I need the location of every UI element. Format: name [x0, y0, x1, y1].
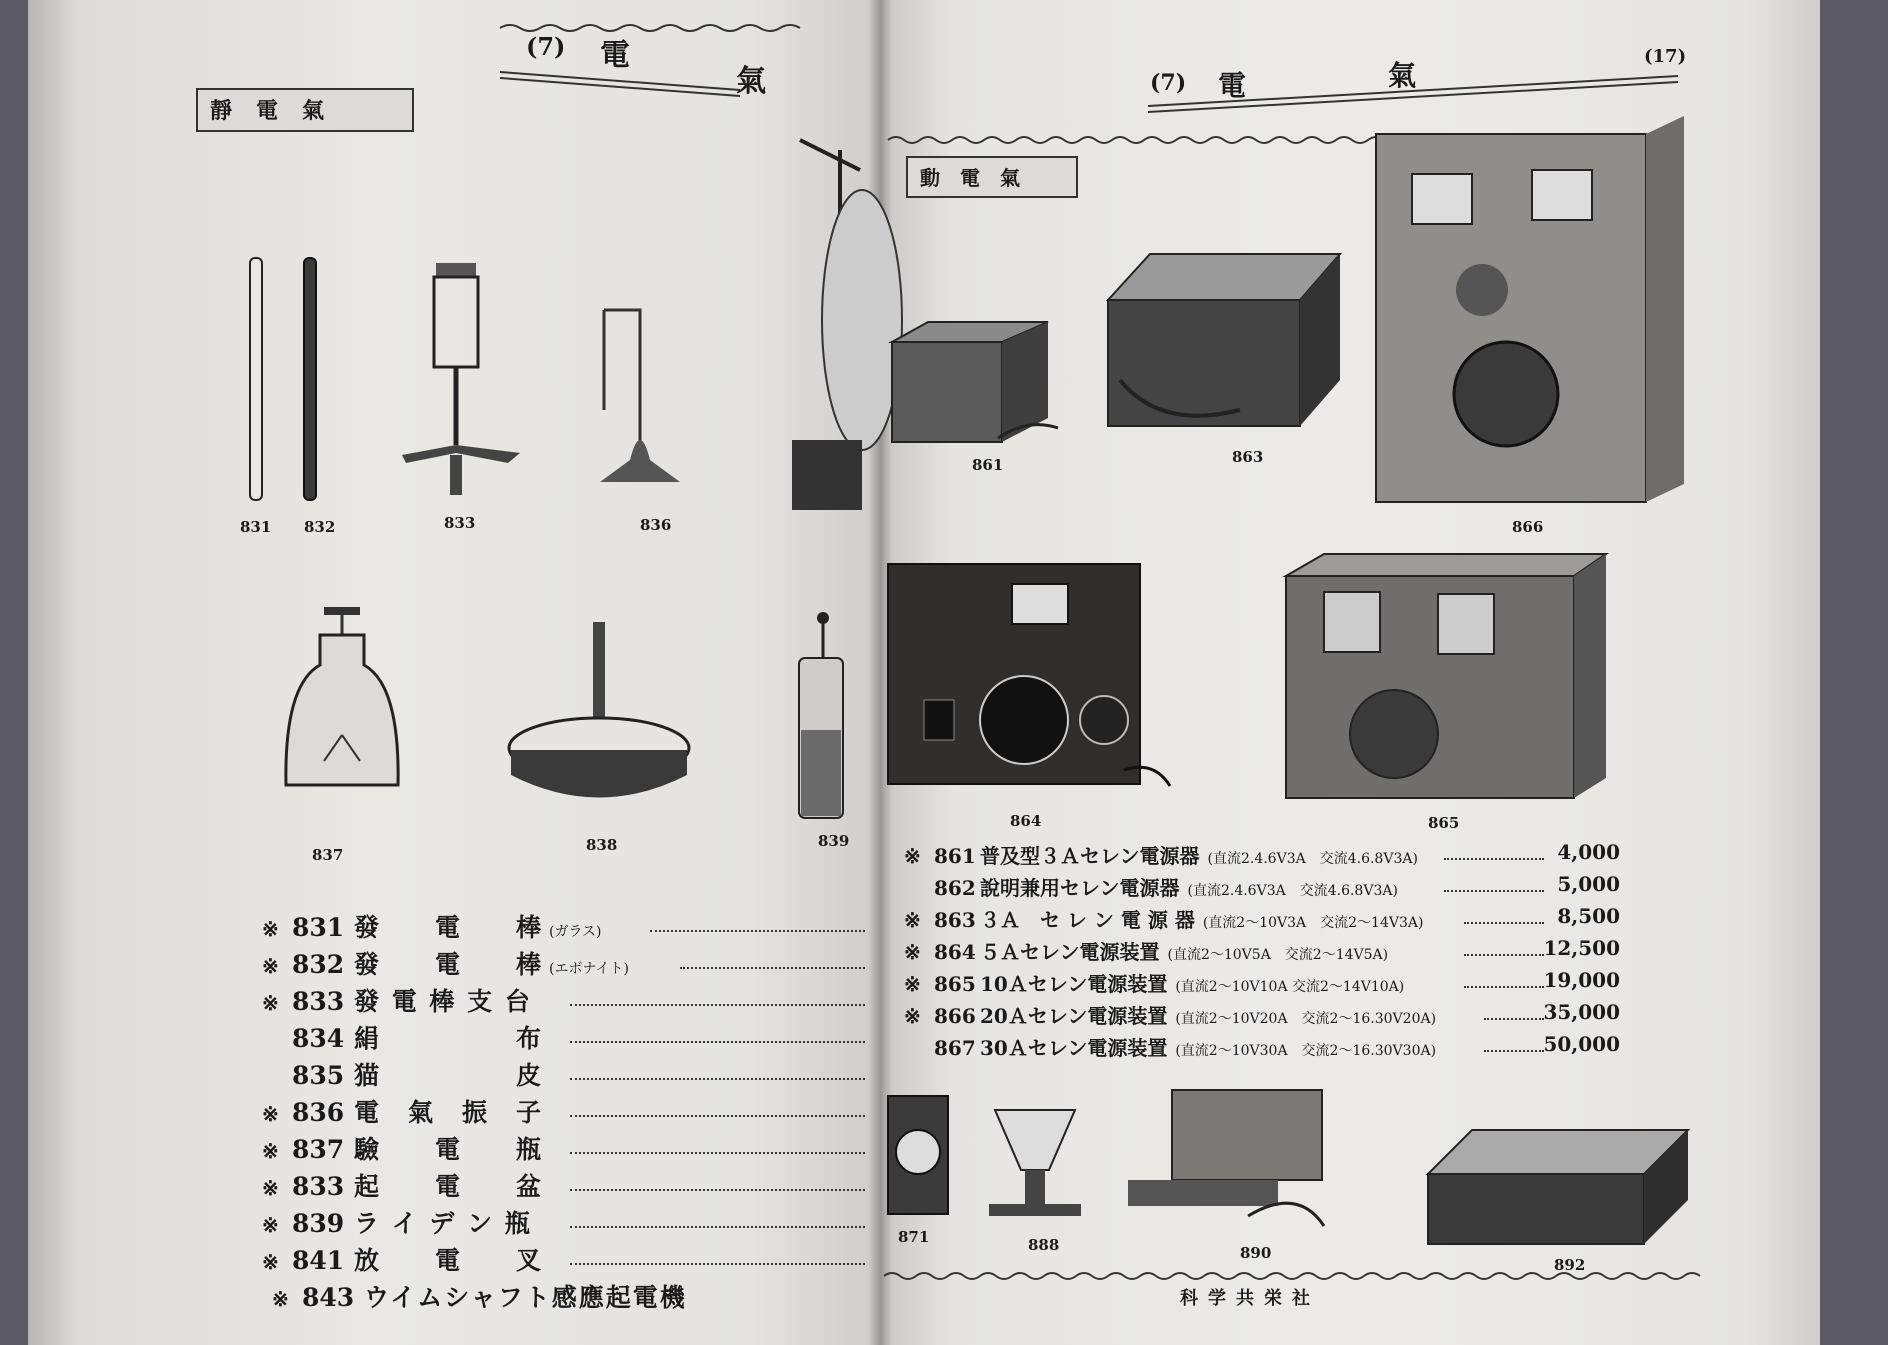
caption-832: 832	[304, 518, 336, 536]
caption-871: 871	[898, 1228, 930, 1246]
list-item	[262, 1167, 543, 1203]
caption-837: 837	[312, 846, 344, 864]
item-number: 866	[934, 1004, 976, 1028]
item-spec: (直流2～10V30A 交流2～16.30V30A)	[1175, 1043, 1437, 1059]
left-header-char-b: 氣	[736, 64, 766, 99]
caption-888: 888	[1028, 1236, 1060, 1254]
item-number: 839	[292, 1209, 345, 1238]
item-spec: (直流2.4.6V3A 交流4.6.8V3A)	[1207, 851, 1418, 867]
leader-dots	[570, 1115, 865, 1117]
price-row	[904, 936, 1388, 965]
right-header-char-b: 氣	[1388, 59, 1417, 92]
leader-dots	[570, 1152, 865, 1154]
item-name: 發 電 棒	[354, 913, 544, 942]
item-spec: (直流2～10V3A 交流2～14V3A)	[1202, 915, 1424, 931]
item-name: ウイムシャフト感應起電機	[364, 1283, 687, 1312]
selenium-supply-863-figure	[1100, 240, 1345, 440]
caption-831: 831	[240, 518, 272, 536]
mark: ※	[262, 1102, 279, 1126]
item-name: 猫 皮	[354, 1061, 544, 1090]
leader-dots	[570, 1041, 865, 1043]
item-number: 835	[292, 1061, 345, 1090]
item-price: 4,000	[1557, 840, 1620, 864]
item-number: 836	[292, 1098, 345, 1127]
mark: ※	[272, 1287, 289, 1311]
item-name: 驗 電 瓶	[354, 1135, 544, 1164]
item-price: 5,000	[1557, 872, 1620, 896]
leader-dots	[680, 967, 865, 969]
list-item	[262, 1019, 543, 1055]
price-row	[904, 1000, 1436, 1029]
left-header	[500, 20, 840, 100]
list-item	[262, 908, 602, 944]
item-name: 30Ａセレン電源装置	[980, 1036, 1168, 1060]
item-name: ５Ａセレン電源装置	[980, 940, 1160, 964]
caption-863: 863	[1232, 448, 1264, 466]
leader-dots	[650, 930, 865, 932]
item-number: 864	[934, 940, 976, 964]
pith-pendulum-836-figure	[590, 300, 700, 495]
item-price: 50,000	[1543, 1032, 1620, 1056]
caption-838: 838	[586, 836, 618, 854]
leader-dots	[570, 1263, 865, 1265]
mark: ※	[262, 954, 279, 978]
item-name: 放 電 叉	[354, 1246, 544, 1275]
list-item	[262, 1204, 532, 1240]
battery-set-890-figure	[1128, 1076, 1328, 1236]
page-number: (17)	[1644, 46, 1687, 67]
caption-836: 836	[640, 516, 672, 534]
section-label-dynamic-electricity: 動電氣	[906, 156, 1078, 198]
item-name: 20Ａセレン電源装置	[980, 1004, 1168, 1028]
item-price: 35,000	[1543, 1000, 1620, 1024]
mark: ※	[904, 940, 921, 964]
rod-stand-833-figure	[398, 255, 528, 500]
selenium-supply-864-figure	[884, 560, 1174, 798]
caption-892: 892	[1554, 1256, 1586, 1274]
leader-dots	[570, 1189, 865, 1191]
leader-dots	[570, 1004, 865, 1006]
item-name: 說明兼用セレン電源器	[980, 876, 1180, 900]
mark: ※	[904, 972, 921, 996]
wimshurst-machine-partial-figure	[790, 140, 870, 520]
list-item	[262, 1056, 543, 1092]
item-number: 865	[934, 972, 976, 996]
mark: ※	[262, 991, 279, 1015]
section-label-static-electricity: 靜電氣	[196, 88, 414, 132]
item-name: ３Ａ セ レ ン 電 源 器	[980, 908, 1195, 932]
leader-dots	[570, 1226, 865, 1228]
right-header-number: (7)	[1150, 70, 1187, 96]
item-note: (エボナイト)	[549, 961, 629, 977]
left-header-char-a: 電	[600, 38, 630, 73]
item-price: 12,500	[1543, 936, 1620, 960]
caption-890: 890	[1240, 1244, 1272, 1262]
mark: ※	[904, 844, 921, 868]
price-row	[904, 1032, 1436, 1061]
caption-864: 864	[1010, 812, 1042, 830]
item-name: 10Ａセレン電源装置	[980, 972, 1168, 996]
caption-833: 833	[444, 514, 476, 532]
item-number: 834	[292, 1024, 345, 1053]
item-number: 863	[934, 908, 976, 932]
item-spec: (直流2.4.6V3A 交流4.6.8V3A)	[1187, 883, 1398, 899]
mark: ※	[262, 1176, 279, 1200]
item-number: 867	[934, 1036, 976, 1060]
mark: ※	[262, 917, 279, 941]
meter-871-figure	[882, 1090, 954, 1220]
selenium-supply-866-figure	[1372, 114, 1692, 514]
galvanometer-888-figure	[985, 1100, 1085, 1220]
item-name: 起 電 盆	[354, 1172, 544, 1201]
caption-861: 861	[972, 456, 1004, 474]
item-number: 841	[292, 1246, 345, 1275]
electrophorus-838-figure	[505, 620, 695, 810]
item-spec: (直流2～10V20A 交流2～16.30V20A)	[1175, 1011, 1437, 1027]
item-name: 普及型３Ａセレン電源器	[980, 844, 1200, 868]
rod-832-figure	[300, 258, 320, 503]
list-item	[262, 982, 532, 1018]
leader-dots	[570, 1078, 865, 1080]
list-item	[262, 945, 629, 981]
item-number: 837	[292, 1135, 345, 1164]
mark: ※	[262, 1213, 279, 1237]
publisher-name: 科学共栄社	[1180, 1288, 1320, 1309]
mark: ※	[262, 1250, 279, 1274]
price-row	[904, 968, 1404, 997]
list-item	[262, 1093, 543, 1129]
right-header-char-a: 電	[1218, 69, 1247, 102]
electroscope-837-figure	[280, 605, 405, 810]
item-price: 19,000	[1543, 968, 1620, 992]
item-note: (ガラス)	[549, 924, 602, 940]
price-row	[904, 904, 1423, 933]
caption-839: 839	[818, 832, 850, 850]
item-name: 電 氣 振 子	[354, 1098, 544, 1127]
price-row	[904, 840, 1418, 869]
mark: ※	[904, 1004, 921, 1028]
item-name: 發 電 棒	[354, 950, 544, 979]
item-name: 絹 布	[354, 1024, 544, 1053]
item-name: ラ イ デ ン 瓶	[354, 1209, 532, 1238]
caption-866: 866	[1512, 518, 1544, 536]
selenium-supply-865-figure	[1284, 552, 1610, 802]
item-number: 861	[934, 844, 976, 868]
price-row	[904, 872, 1398, 901]
item-number: 833	[292, 987, 345, 1016]
item-number: 832	[292, 950, 345, 979]
rheostat-892-figure	[1424, 1124, 1692, 1254]
item-spec: (直流2～10V10A 交流2～14V10A)	[1175, 979, 1405, 995]
mark: ※	[262, 1139, 279, 1163]
list-item	[262, 1241, 543, 1277]
list-item	[262, 1130, 543, 1166]
caption-865: 865	[1428, 814, 1460, 832]
item-number: 833	[292, 1172, 345, 1201]
item-price: 8,500	[1557, 904, 1620, 928]
left-header-number: (7)	[526, 32, 566, 61]
leyden-jar-839-figure	[795, 610, 850, 820]
selenium-supply-861-figure	[888, 318, 1064, 448]
rod-831-figure	[246, 258, 266, 503]
item-number: 831	[292, 913, 345, 942]
item-spec: (直流2～10V5A 交流2～14V5A)	[1167, 947, 1389, 963]
item-name: 發 電 棒 支 台	[354, 987, 532, 1016]
list-item	[272, 1278, 687, 1314]
item-number: 843	[302, 1283, 355, 1312]
mark: ※	[904, 908, 921, 932]
item-number: 862	[934, 876, 976, 900]
